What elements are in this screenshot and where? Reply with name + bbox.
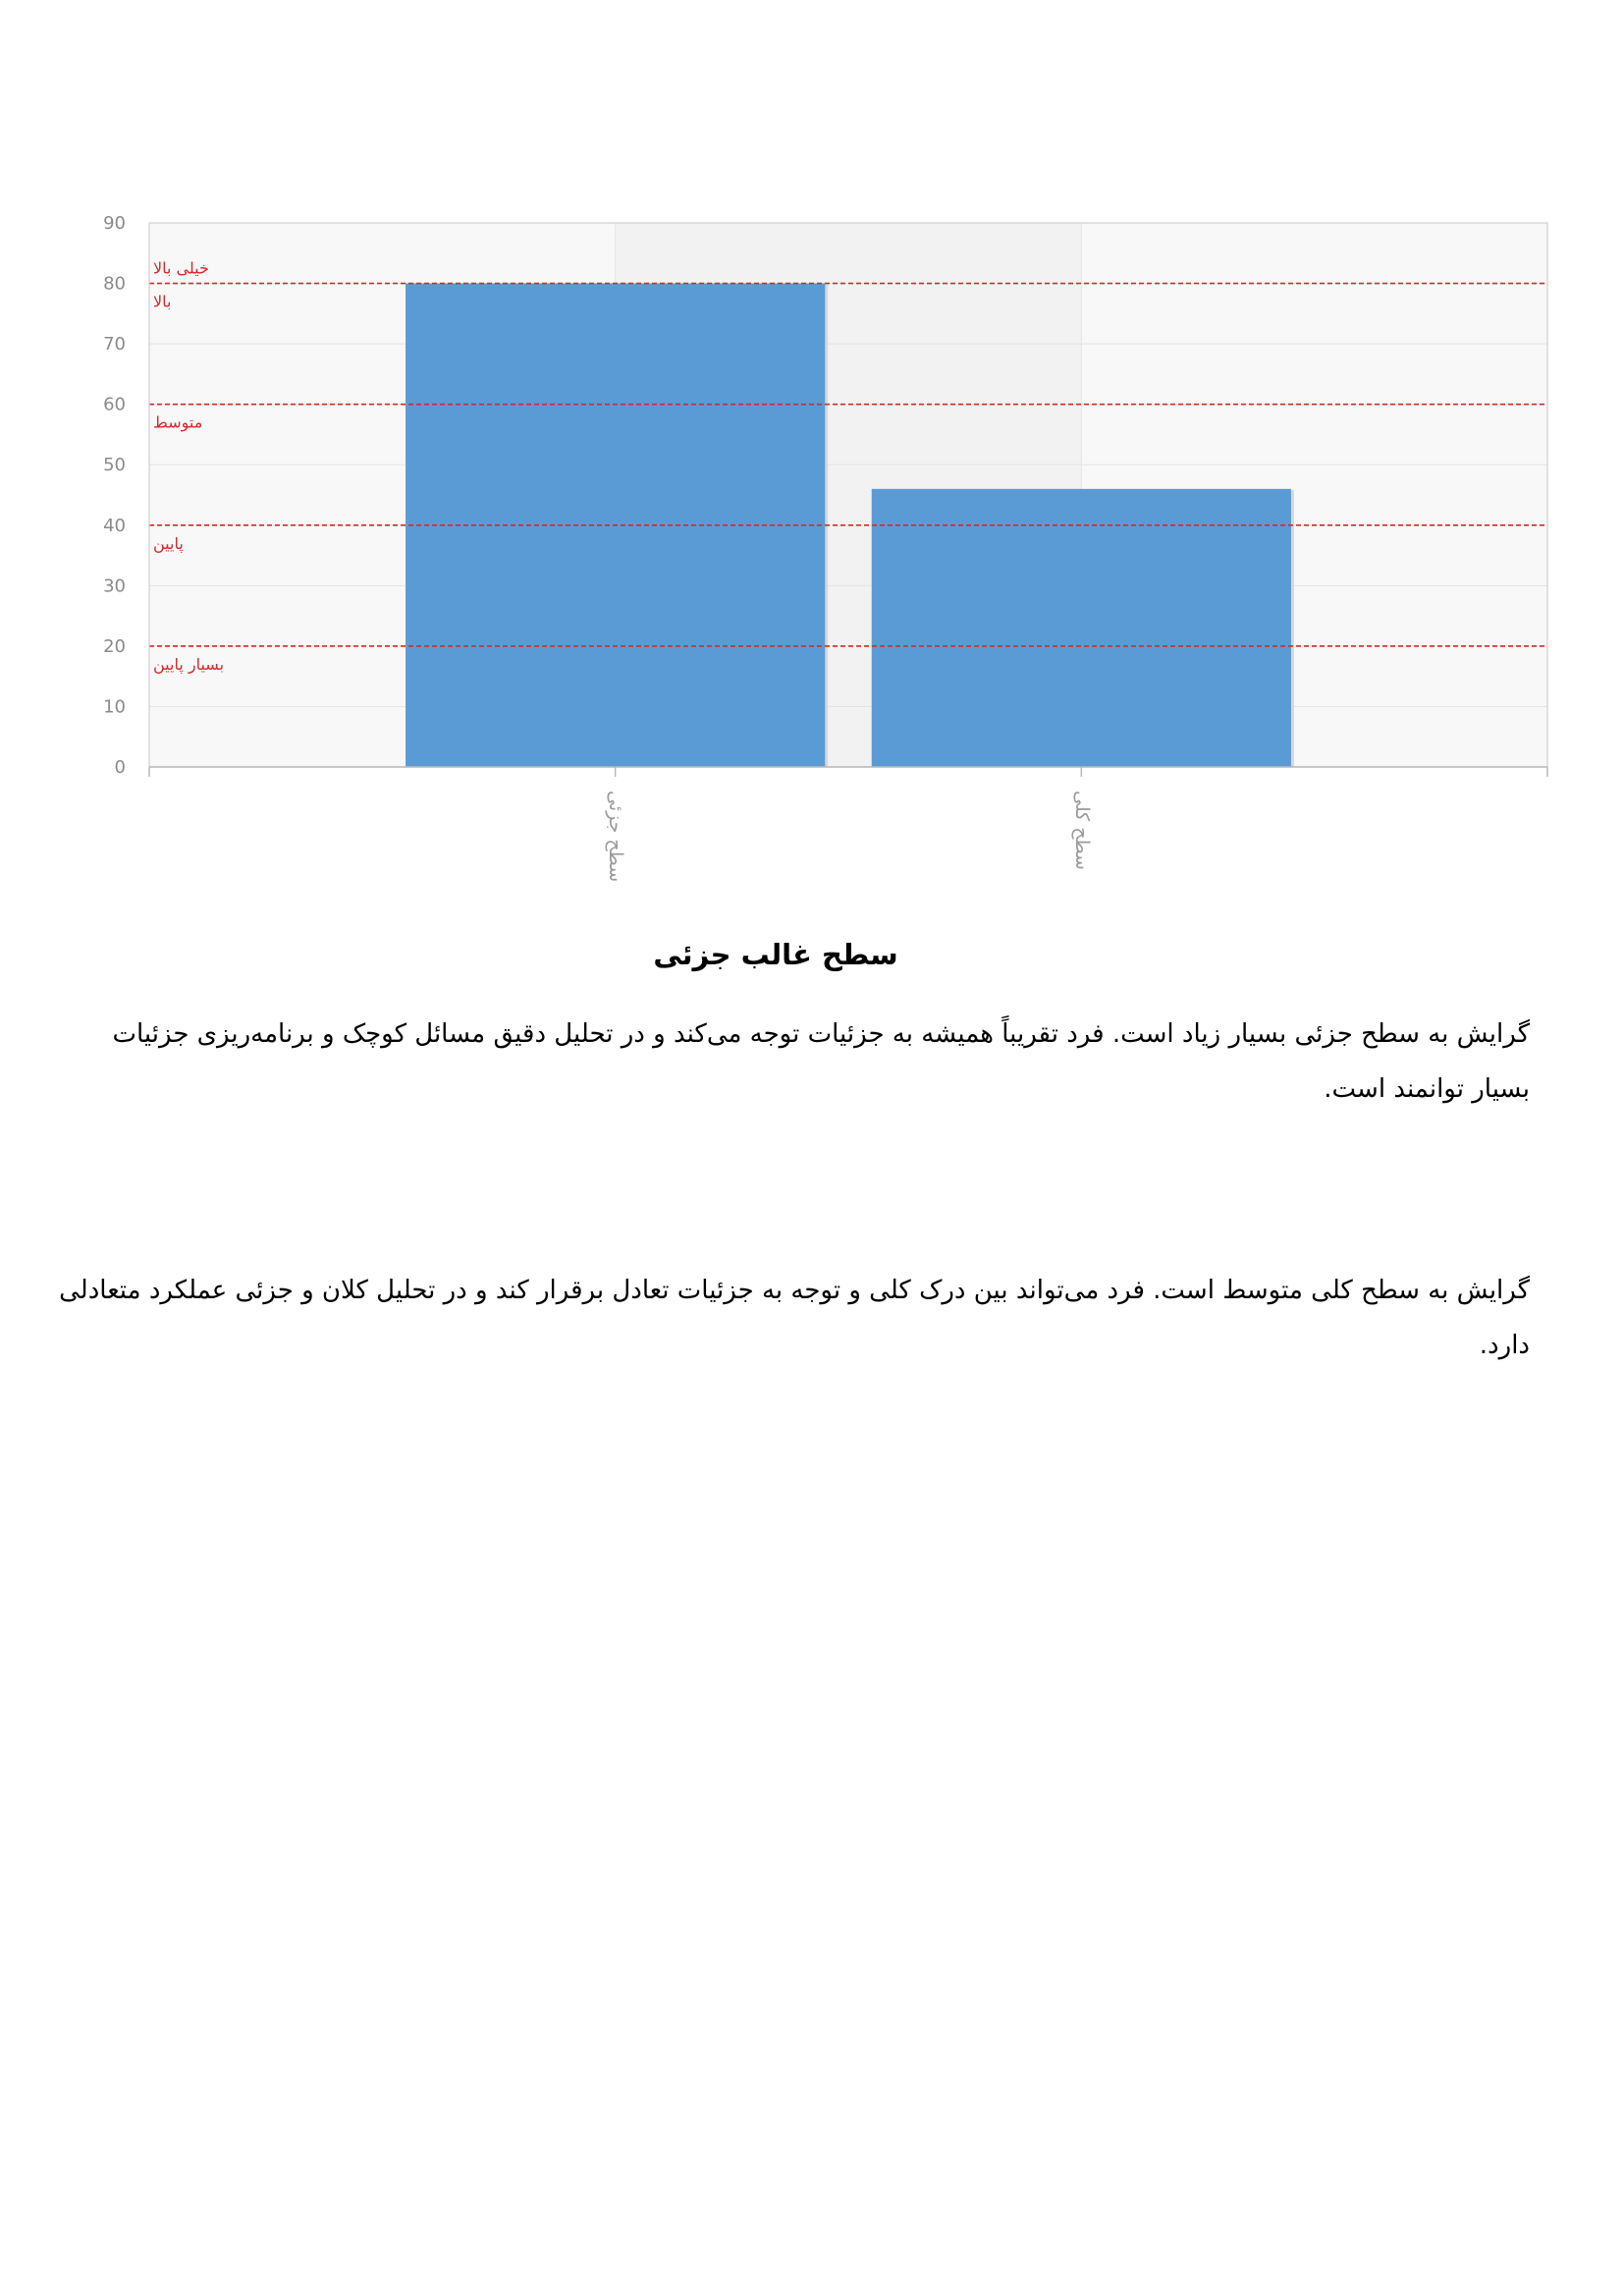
y-tick-label: 90 (103, 213, 126, 234)
y-tick-label: 10 (103, 696, 126, 718)
bar (872, 489, 1291, 767)
y-axis-ticks (103, 213, 126, 778)
reference-label: خیلی بالا (153, 258, 209, 278)
y-tick-label: 40 (103, 515, 126, 536)
description-paragraph-general: گرایش به سطح کلی متوسط است. فرد می‌تواند بین درک کلی و توجه به جزئیات تعادل برقرار کند و در تحلیل کلان و جزئی عملکرد متعادلی دارد. (59, 1276, 1530, 1360)
x-category-label: سطح جزئی (605, 791, 627, 883)
bar-chart (0, 0, 1624, 923)
y-tick-label: 50 (103, 455, 126, 476)
reference-label: پایین (153, 533, 184, 553)
description-paragraph-detail: گرایش به سطح جزئی بسیار زیاد است. فرد تقریباً همیشه به جزئیات توجه می‌کند و در تحلیل دقیق مسائل کوچک و برنامه‌ریزی جزئیات بسیار توانمند است. (112, 1019, 1530, 1104)
plot-background (149, 223, 1547, 767)
y-tick-label: 80 (103, 273, 126, 295)
y-tick-label: 60 (103, 394, 126, 415)
reference-label: بالا (153, 292, 172, 311)
y-tick-label: 0 (114, 757, 126, 778)
reference-label: متوسط (153, 412, 203, 432)
y-tick-label: 20 (103, 635, 126, 657)
x-axis-labels (605, 791, 1093, 882)
section-heading: سطح غالب جزئی (653, 938, 898, 971)
y-tick-label: 70 (103, 334, 126, 355)
y-tick-label: 30 (103, 575, 126, 597)
reference-label: بسیار پایین (153, 654, 225, 674)
x-category-label: سطح کلی (1070, 791, 1093, 870)
